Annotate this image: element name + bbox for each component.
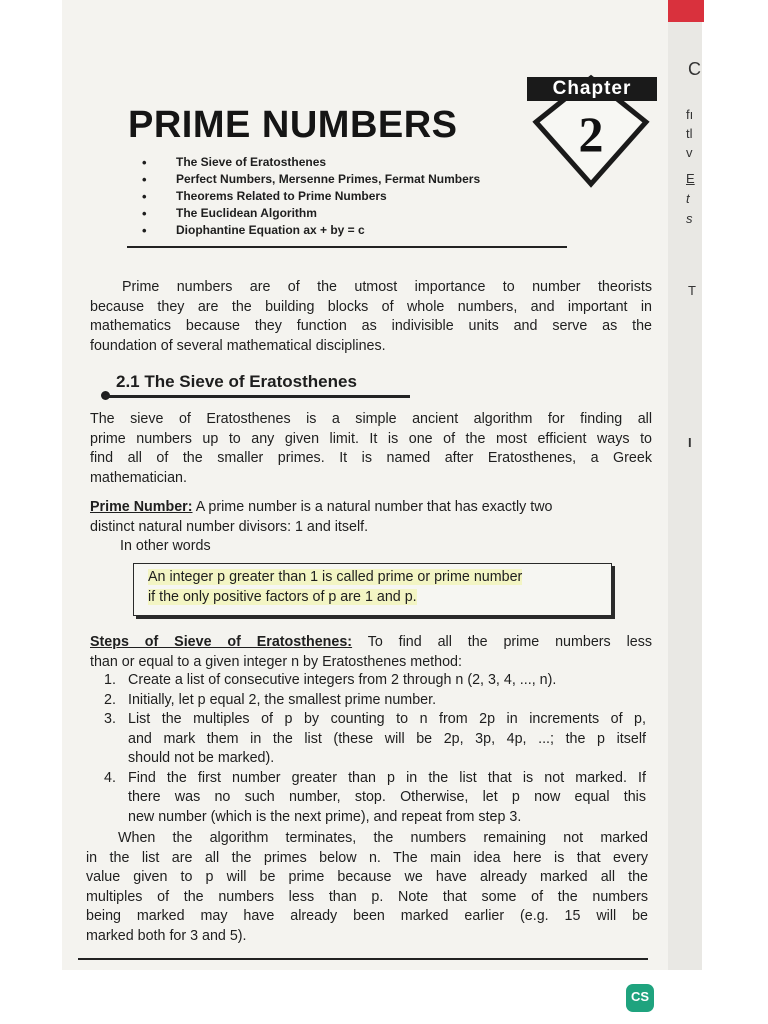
closing-line: When the algorithm terminates, the numbers remaining not marked: [118, 830, 648, 846]
section-heading: 2.1 The Sieve of Eratosthenes: [116, 372, 357, 391]
intro-line: foundation of several mathematical disciplines.: [90, 337, 386, 354]
steps-label: Steps of Sieve of Eratosthenes:: [90, 634, 353, 650]
steps-intro: [90, 633, 652, 672]
step-line: should not be marked).: [128, 750, 275, 766]
topic-item: • Perfect Numbers, Mersenne Primes, Fermat Numbers: [142, 171, 542, 188]
intro-paragraph: [90, 278, 652, 356]
prime-definition: [90, 498, 652, 557]
step-item: [104, 710, 646, 769]
step-line: Initially, let p equal 2, the smallest prime number.: [128, 691, 437, 708]
topic-item: • The Sieve of Eratosthenes: [142, 154, 542, 171]
closing-line: being marked may have already been marked earlier (e.g. 15 will be: [86, 908, 648, 924]
closing-paragraph: [86, 829, 648, 946]
definition-text: distinct natural number divisors: 1 and itself.: [90, 518, 369, 535]
bottom-rule: [78, 958, 648, 960]
topic-item: • The Euclidean Algorithm: [142, 205, 542, 222]
sieve-line: The sieve of Eratosthenes is a simple ancient algorithm for finding all: [90, 411, 652, 427]
box-line: [148, 568, 522, 587]
chapter-number: 2: [578, 106, 604, 162]
closing-line: marked both for 3 and 5).: [86, 927, 247, 944]
intro-line: Prime numbers are of the utmost importance to number theorists: [122, 279, 652, 295]
margin-fragment: fı: [686, 107, 694, 122]
chapter-label: Chapter: [527, 77, 657, 101]
sieve-line: mathematician.: [90, 469, 187, 486]
chapter-topics: [142, 154, 542, 239]
intro-line: because they are the building blocks of whole numbers, and important in: [90, 298, 652, 315]
closing-line: value given to p will be prime because we have already marked all the: [86, 869, 648, 885]
margin-fragment: s: [686, 211, 693, 226]
steps-intro-text: To find all the prime numbers less: [367, 634, 652, 650]
title-divider: [127, 246, 567, 248]
chapter-title: PRIME NUMBERS: [128, 104, 458, 146]
box-line: [148, 588, 417, 607]
step-number: 1.: [104, 672, 116, 688]
margin-fragment: t: [686, 191, 690, 206]
margin-fragment: v: [686, 145, 693, 160]
definition-box: [133, 563, 612, 616]
box-text: if the only positive factors of p are 1 and p.: [148, 589, 417, 605]
closing-line: multiples of the numbers less than p. Note that some of the numbers: [86, 888, 648, 905]
red-corner-tab: [668, 0, 704, 22]
step-number: 3.: [104, 711, 116, 727]
margin-fragment: tl: [686, 126, 693, 141]
step-line: new number (which is the next prime), and repeat from step 3.: [128, 808, 522, 825]
sieve-paragraph: [90, 410, 652, 488]
margin-fragment: E: [686, 171, 695, 186]
box-text: An integer p greater than 1 is called prime or prime number: [148, 569, 523, 585]
step-line: Create a list of consecutive integers from 2 through n (2, 3, 4, ..., n).: [128, 672, 557, 688]
steps-intro-text: than or equal to a given integer n by Eratosthenes method:: [90, 653, 462, 670]
intro-line: mathematics because they function as indivisible units and serve as the: [90, 318, 652, 334]
step-item: [104, 671, 646, 691]
step-number: 4.: [104, 769, 116, 786]
step-number: 2.: [104, 691, 116, 708]
step-line: and mark them in the list (these will be 2p, 3p, 4p, ...; the p itself: [128, 730, 646, 747]
step-line: List the multiples of p by counting to n from 2p in increments of p,: [128, 711, 646, 727]
definition-label: Prime Number:: [90, 499, 193, 515]
step-line: Find the first number greater than p in the list that is not marked. If: [128, 769, 646, 786]
camscanner-logo: CS: [626, 984, 654, 1012]
margin-fragment: T: [688, 283, 696, 298]
topic-item: • Diophantine Equation ax + by = c: [142, 222, 542, 239]
margin-fragment: I: [688, 435, 692, 450]
section-underline: [104, 395, 410, 398]
sieve-line: find all of the smaller primes. It is named after Eratosthenes, a Greek: [90, 450, 652, 466]
steps-list: [104, 671, 646, 827]
other-words: In other words: [120, 538, 211, 554]
closing-line: in the list are all the primes below n. The main idea here is that every: [86, 849, 648, 866]
step-item: [104, 691, 646, 711]
topic-item: • Theorems Related to Prime Numbers: [142, 188, 542, 205]
next-page-edge: [668, 0, 702, 970]
step-line: there was no such number, stop. Otherwise, let p now equal this: [128, 789, 646, 805]
definition-text: A prime number is a natural number that has exactly two: [195, 499, 553, 515]
sieve-line: prime numbers up to any given limit. It is one of the most efficient ways to: [90, 430, 652, 447]
step-item: [104, 769, 646, 828]
margin-fragment: C: [688, 59, 701, 79]
